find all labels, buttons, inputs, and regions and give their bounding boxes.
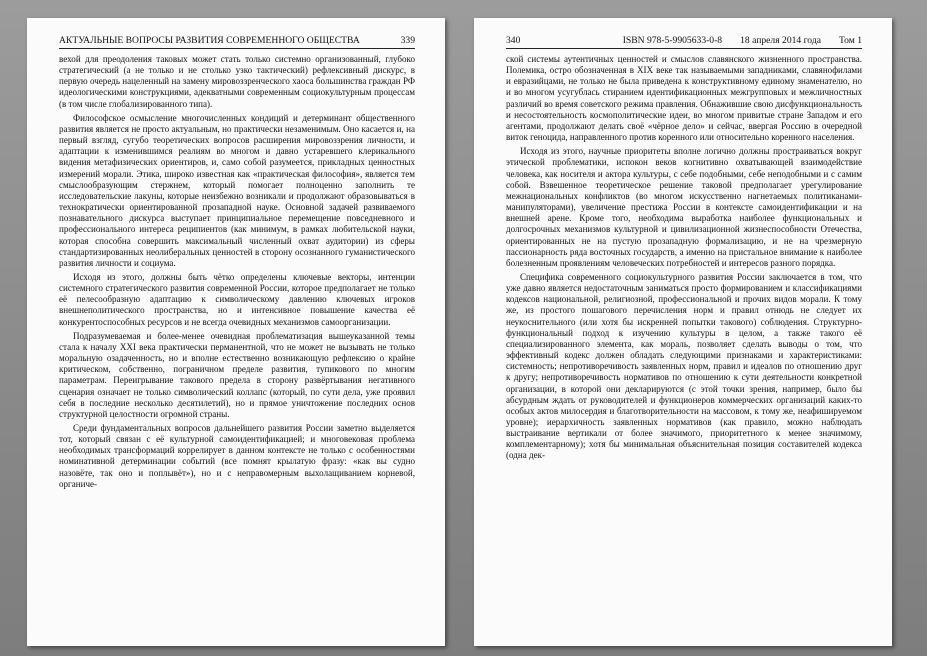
paragraph: Среди фундаментальных вопросов дальнейшего развития России заметно выделяется тот, который связан с её культурной самоидентификацией; и многовековая проблема необходимых трансформаций коррелирует в данном контексте не только с особенностями номинативной детерминации событий (все помнят крылатую фразу: «как вы судно назовёте, так оно и поплывёт»), но и с неправомерным выхолащиванием корневой, органиче- [59, 423, 415, 489]
page-number: 339 [400, 35, 415, 46]
page-340 [474, 18, 892, 646]
conference-date: 18 апреля 2014 года [740, 35, 821, 46]
paragraph: вехой для преодоления таковых может стать только системно организованный, глубоко стратегический (а не только и не столько узко тактический) рефлексивный дискурс, в первую очередь нацеленный на замену мировоззренческого хаоса большинства граждан РФ идеологическими конструкциями, адекватными современным социокультурным процессам (в том числе глобализированного типа). [59, 54, 415, 109]
page-number: 340 [506, 35, 521, 46]
running-head-left [59, 34, 415, 49]
paragraph: ской системы аутентичных ценностей и смыслов славянского жизненного пространства. Полемика, остро обозначенная в XIX веке так называемыми западниками, славянофилами и евразийцами, не только не была приведена к конструктивному единому знаменателю, но и во многом усугублась стиранием идентификационных межгрупповых и межличностных различий во время советского режима правления. Обнажившие свою дисфункциональность и несостоятельность космополитические идеи, во многом привитые стране Западом и его агентами, продолжают делать своё «чёрное дело» и сейчас, ввергая Россию в очередной виток геноцида, направленного против коренного или относительно коренного населения. [506, 54, 862, 143]
running-head-right [506, 34, 862, 49]
page-339 [27, 18, 445, 646]
paragraph: Исходя из этого, научные приоритеты вполне логично должны простраиваться вокруг этической проблематики, испокон веков когнитивно охватывающей взаимодействие человека, как носителя и актора культуры, с себе подобными, себе неподобными и с самим собой. Взвешенное теоретическое решение таковой предполагает урегулирование межнациональных конфликтов (во многом искусственно нагнетаемых политиканами-манипуляторами), увеличение престижа России в контексте самоидентификации и на внешней арене. Кроме того, необходима выработка наиболее функциональных и долгосрочных механизмов культурной и цивилизационной жизнеспособности Отечества, ориентированных не на пустую прозападную формализацию, и не на чрезмерную пассионарность ряда восточных государств, а именно на пристальное внимание к наиболее болезненным проявлениям человеческих потребностей и интересов разного порядка. [506, 146, 862, 268]
volume: Том 1 [838, 35, 862, 46]
paragraph: Исходя из этого, должны быть чётко определены ключевые векторы, интенции системного стратегического развития современной России, которое предполагает не только её пелесообразную адаптацию к символическому давлению ключевых игроков внешнеполитического пространства, но и интенсивное повышение качества её конкурентоспособных ресурсов и не всегда очевидных механизмов самоорганизации. [59, 271, 415, 327]
page-body-left [59, 54, 415, 640]
paragraph: Философское осмысление многочисленных кондиций и детерминант общественного развития является не просто актуальным, но практически незаменимым. Оно касается и, на первый взгляд, сугубо теоретических вопросов расширения мировоззрения личности, и адаптации к изменившимся реалиям во многом и давно устаревшего клерикального видения метафизических ориентиров, и, само собой разумеется, прикладных ценностных измерений морали. Этика, широко известная как «практическая философия», является тем смыслообразующим стержнем, который помогает полноценно заполнить те исследовательские лакуны, которые неизбежно возникали и продолжают образовываться в технократически ориентированной прозападной науке. Основной задачей развиваемого познавательного дискурса выступает принципиальное перемещение повседневного и профессионального интереса реципиентов (как минимум, в рамках любительской науки, которая способна совершить максимальный численный охват аудитории) из сферы стандартизированных неолиберальных ценностей в сторону осознанного гуманистического развития личности и социума. [59, 112, 415, 268]
isbn: ISBN 978-5-9905633-0-8 [622, 35, 723, 46]
paragraph: Подразумеваемая и более-менее очевидная проблематизация вышеуказанной темы стала к началу XXI века практически перманентной, что не может не вызывать не только моральную озадаченность, но и вполне естественно возникающую рефлексию о крайне критическом, собственно, пограничном пределе развития, тупикового по многим параметрам. Переигрывание такового предела в сторону развёртывания негативного сценария означает не только символический коллапс (который, по сути дела, уже проявил себя в последние несколько десятилетий), но и прямое уничтожение последних основ структурной целостности огромной страны. [59, 330, 415, 419]
header-title: АКТУАЛЬНЫЕ ВОПРОСЫ РАЗВИТИЯ СОВРЕМЕННОГО ОБЩЕСТВА [59, 35, 360, 46]
page-body-right [506, 54, 862, 640]
paragraph: Специфика современного социокультурного развития России заключается в том, что уже давно является недостаточным заниматься просто формированием и классификациями кодексов национальной, религиозной, профессиональной и прочих видов морали. К тому же, из простого пошагового перечисления норм и правил отнюдь не следует их неукоснительного (или хотя бы искренней попытки такового) соблюдения. Структурно-функциональный подход к изучению культуры в целом, а также такого её специализированного элемента, как мораль, позволяет сделать выводы о том, что эффективный кодекс должен обладать следующими признаками и характеристиками: системность; непротиворечивость заявленных норм, правил и идеалов по отношению друг к другу; непротиворечивость нормативов по отношению к сути деятельности конкретной организации, в которой они декларируются (с этой точки зрения, например, было бы абсурдным ждать от руководителей и функционеров коммерческих организаций каких-то особых актов милосердия и благотворительности на массовом, к тому же, неафишируемом уровне); иерархичность заявленных нормативов (как правило, можно наблюдать выстраивание вертикали от более значимого, приоритетного к менее значимому, комплементарному); хотя бы минимальная объяснительная позиция составителей кодекса (одна дек- [506, 271, 862, 461]
